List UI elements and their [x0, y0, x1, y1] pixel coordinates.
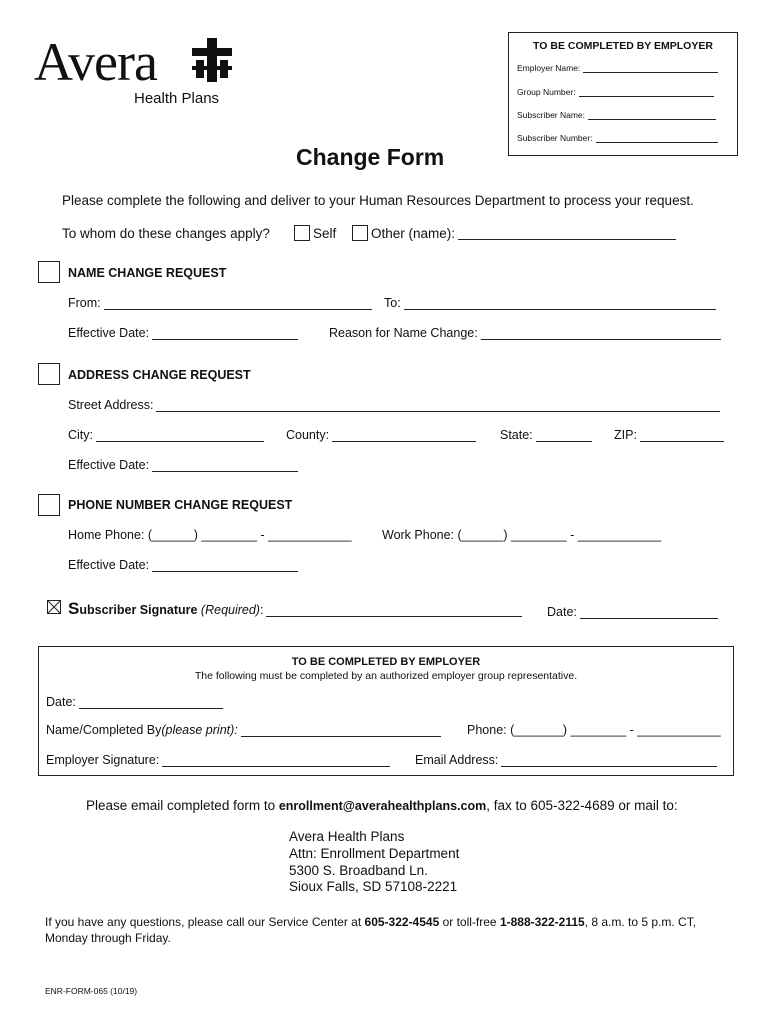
address-effective-line[interactable]: [152, 459, 298, 472]
logo-sub: Health Plans: [134, 90, 220, 107]
county-label: County:: [286, 428, 330, 442]
name-effective-label: Effective Date:: [68, 326, 150, 340]
self-label: Self: [313, 226, 337, 241]
street-field[interactable]: [68, 398, 720, 412]
address-line: Attn: Enrollment Department: [289, 845, 460, 861]
questions-pre: If you have any questions, please call our Service Center at: [45, 915, 365, 929]
employer-email-label: Email Address:: [415, 753, 499, 767]
form-number: ENR-FORM-065 (10/19): [45, 986, 138, 996]
other-name-line[interactable]: [458, 227, 676, 240]
employer-name-field[interactable]: [517, 63, 718, 73]
zip-field[interactable]: [614, 428, 724, 442]
name-from-field[interactable]: [68, 296, 372, 310]
state-label: State:: [500, 428, 533, 442]
address-effective-field[interactable]: [68, 458, 298, 472]
zip-line[interactable]: [640, 429, 724, 442]
name-reason-label: Reason for Name Change:: [329, 326, 478, 340]
intro-text: Please complete the following and deliver to your Human Resources Department to process your request.: [62, 193, 694, 208]
contact-email[interactable]: enrollment@averahealthplans.com: [278, 799, 487, 813]
zip-label: ZIP:: [614, 428, 637, 442]
name-reason-field[interactable]: [329, 326, 721, 340]
name-change-title: NAME CHANGE REQUEST: [68, 266, 227, 280]
completed-by-field[interactable]: [46, 723, 441, 737]
employer-section-title: TO BE COMPLETED BY EMPLOYER: [291, 656, 481, 668]
x-box-icon: [47, 600, 61, 614]
apply-question: To whom do these changes apply?: [62, 226, 270, 241]
county-field[interactable]: [286, 428, 476, 442]
mailing-address: [289, 829, 459, 896]
other-label: Other (name):: [371, 226, 456, 241]
employer-box-title: TO BE COMPLETED BY EMPLOYER: [533, 40, 713, 52]
name-to-label: To:: [384, 296, 401, 310]
phone-change-title: PHONE NUMBER CHANGE REQUEST: [68, 498, 293, 512]
state-line[interactable]: [536, 429, 592, 442]
phone-effective-field[interactable]: [68, 558, 298, 572]
phone-effective-label: Effective Date:: [68, 558, 150, 572]
group-number-label: Group Number:: [517, 87, 576, 97]
phone-change-checkbox[interactable]: [38, 494, 60, 516]
employer-section-box: [38, 646, 734, 776]
cross-icon: [192, 38, 232, 82]
name-change-checkbox[interactable]: [38, 261, 60, 283]
contact-line: [86, 798, 678, 813]
employer-date-field[interactable]: [46, 695, 223, 709]
employer-date-label: Date:: [46, 695, 76, 709]
logo-brand: Avera: [34, 32, 157, 92]
name-from-label: From:: [68, 296, 101, 310]
street-label: Street Address:: [68, 398, 154, 412]
employer-date-line[interactable]: [79, 696, 223, 709]
questions-line2: Monday through Friday.: [45, 931, 171, 945]
signature-colon: :: [259, 603, 264, 617]
employer-signature-label: Employer Signature:: [46, 753, 160, 767]
address-effective-label: Effective Date:: [68, 458, 150, 472]
address-line: 5300 S. Broadband Ln.: [289, 862, 428, 878]
self-checkbox[interactable]: [294, 225, 310, 241]
subscriber-number-field[interactable]: [517, 133, 718, 143]
employer-section-subtitle: The following must be completed by an authorized employer group representative.: [194, 670, 578, 682]
questions-text: [45, 914, 696, 946]
group-number-field[interactable]: [517, 87, 714, 97]
phone-effective-line[interactable]: [152, 559, 298, 572]
signature-line[interactable]: [266, 604, 522, 617]
signature-date-label: Date:: [547, 605, 577, 619]
street-line[interactable]: [156, 399, 720, 412]
questions-post: , 8 a.m. to 5 p.m. CT,: [584, 915, 697, 929]
other-checkbox[interactable]: [352, 225, 368, 241]
service-phone: 605-322-4545: [364, 915, 440, 929]
completed-by-print: (please print):: [161, 723, 238, 737]
employer-email-line[interactable]: [501, 754, 717, 767]
group-number-line[interactable]: [579, 88, 714, 97]
tollfree-phone: 1-888-322-2115: [499, 915, 585, 929]
questions-mid: or toll-free: [439, 915, 500, 929]
page-title: Change Form: [296, 144, 445, 170]
city-field[interactable]: [68, 428, 264, 442]
county-line[interactable]: [332, 429, 476, 442]
city-line[interactable]: [96, 429, 264, 442]
address-change-title: ADDRESS CHANGE REQUEST: [68, 368, 251, 382]
employer-email-field[interactable]: [415, 753, 717, 767]
work-phone-field[interactable]: Work Phone: (______) ________ - ____________: [382, 528, 662, 542]
subscriber-number-line[interactable]: [596, 134, 718, 143]
state-field[interactable]: [500, 428, 592, 442]
signature-date-field[interactable]: [547, 605, 718, 619]
name-from-line[interactable]: [104, 297, 372, 310]
home-phone-field[interactable]: Home Phone: (______) ________ - ____________: [68, 528, 352, 542]
name-effective-line[interactable]: [152, 327, 298, 340]
name-to-field[interactable]: [384, 296, 716, 310]
subscriber-name-field[interactable]: [517, 110, 716, 120]
employer-name-line[interactable]: [583, 64, 718, 73]
signature-initial: S: [68, 599, 80, 618]
name-effective-field[interactable]: [68, 326, 298, 340]
subscriber-name-label: Subscriber Name:: [517, 110, 586, 120]
name-reason-line[interactable]: [481, 327, 721, 340]
employer-name-label: Employer Name:: [517, 63, 581, 73]
signature-date-line[interactable]: [580, 606, 718, 619]
subscriber-number-label: Subscriber Number:: [517, 133, 593, 143]
name-to-line[interactable]: [404, 297, 716, 310]
completed-by-label: Name/Completed By: [46, 723, 162, 737]
signature-required: (Required): [200, 603, 260, 617]
contact-pre: Please email completed form to: [86, 798, 279, 813]
address-line: Sioux Falls, SD 57108-2221: [289, 879, 458, 895]
employer-signature-field[interactable]: [46, 753, 390, 767]
address-line: Avera Health Plans: [289, 829, 405, 844]
subscriber-name-line[interactable]: [588, 111, 716, 120]
signature-label: ubscriber Signature: [79, 603, 198, 617]
employer-phone-field[interactable]: Phone: (_______) ________ - ____________: [467, 723, 721, 737]
subscriber-signature-field[interactable]: [68, 600, 522, 617]
employer-info-box: [508, 32, 738, 156]
contact-post: , fax to 605-322-4689 or mail to:: [486, 798, 678, 813]
address-change-checkbox[interactable]: [38, 363, 60, 385]
completed-by-line[interactable]: [241, 724, 441, 737]
logo: [34, 32, 234, 112]
city-label: City:: [68, 428, 93, 442]
employer-signature-line[interactable]: [162, 754, 390, 767]
